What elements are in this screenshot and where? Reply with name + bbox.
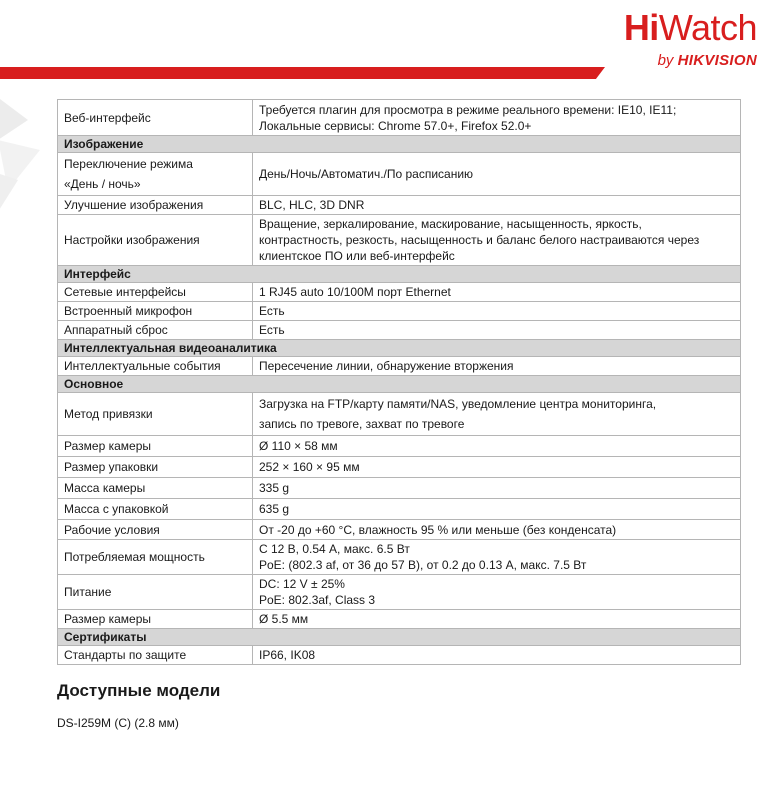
spec-value: 635 g: [253, 499, 741, 520]
brand-logo: [624, 8, 757, 70]
table-row: [58, 196, 741, 215]
spec-label: Масса с упаковкой: [58, 499, 253, 520]
spec-value: От -20 до +60 °C, влажность 95 % или меньше (без конденсата): [253, 520, 741, 540]
table-row: [58, 357, 741, 376]
table-row: [58, 153, 741, 196]
spec-label: Потребляемая мощность: [58, 540, 253, 575]
spec-label: Размер камеры: [58, 436, 253, 457]
table-row: [58, 436, 741, 457]
spec-value: Пересечение линии, обнаружение вторжения: [253, 357, 741, 376]
table-row: [58, 393, 741, 436]
spec-label: Размер камеры: [58, 610, 253, 629]
table-row: [58, 321, 741, 340]
table-row: [58, 575, 741, 610]
spec-value: 335 g: [253, 478, 741, 499]
spec-label: Масса камеры: [58, 478, 253, 499]
spec-value: Требуется плагин для просмотра в режиме реального времени: IE10, IE11; Локальные сервисы: Chrome 57.0+, Firefox 52.0+: [253, 100, 741, 136]
spec-label: Веб-интерфейс: [58, 100, 253, 136]
spec-label: Метод привязки: [58, 393, 253, 436]
spec-value: BLC, HLC, 3D DNR: [253, 196, 741, 215]
spec-value: DC: 12 V ± 25% PoE: 802.3af, Class 3: [253, 575, 741, 610]
available-models-heading: Доступные модели: [57, 681, 221, 700]
spec-label: Сетевые интерфейсы: [58, 283, 253, 302]
table-row: [58, 610, 741, 629]
spec-table: [57, 99, 741, 665]
spec-label: Размер упаковки: [58, 457, 253, 478]
section-header-analytics: Интеллектуальная видеоаналитика: [58, 340, 741, 357]
spec-value: 1 RJ45 auto 10/100M порт Ethernet: [253, 283, 741, 302]
spec-value: Вращение, зеркалирование, маскирование, насыщенность, яркость, контрастность, резкость, насыщенность и баланс белого настраиваются через клиентское ПО или веб-интерфейс: [253, 215, 741, 266]
section-header-basic: Основное: [58, 376, 741, 393]
spec-value: Загрузка на FTP/карту памяти/NAS, уведомление центра мониторинга, запись по тревоге, захват по тревоге: [253, 393, 741, 436]
section-header-image: Изображение: [58, 136, 741, 153]
table-row: [58, 540, 741, 575]
spec-value: Есть: [253, 321, 741, 340]
spec-label: Улучшение изображения: [58, 196, 253, 215]
table-row: [58, 302, 741, 321]
spec-label: Переключение режима «День / ночь»: [58, 153, 253, 196]
table-row: [58, 478, 741, 499]
spec-label: Настройки изображения: [58, 215, 253, 266]
available-model-item: DS-I259M (C) (2.8 мм): [57, 716, 179, 730]
spec-label: Аппаратный сброс: [58, 321, 253, 340]
spec-value: С 12 В, 0.54 А, макс. 6.5 Вт PoE: (802.3 af, от 36 до 57 В), от 0.2 до 0.13 А, макс. 7.5 Вт: [253, 540, 741, 575]
table-row: [58, 457, 741, 478]
spec-value: Ø 5.5 мм: [253, 610, 741, 629]
spec-value: Ø 110 × 58 мм: [253, 436, 741, 457]
hikvision-tagline: by HIKVISION: [657, 52, 757, 69]
hiwatch-logo: HiWatch: [623, 7, 757, 48]
spec-label: Встроенный микрофон: [58, 302, 253, 321]
table-row: [58, 283, 741, 302]
decorative-graphic: [0, 80, 44, 220]
spec-label: Рабочие условия: [58, 520, 253, 540]
spec-value: 252 × 160 × 95 мм: [253, 457, 741, 478]
table-row: [58, 499, 741, 520]
table-row: [58, 520, 741, 540]
spec-label: Питание: [58, 575, 253, 610]
table-row: [58, 215, 741, 266]
spec-value: День/Ночь/Автоматич./По расписанию: [253, 153, 741, 196]
spec-value: Есть: [253, 302, 741, 321]
section-header-certificates: Сертификаты: [58, 629, 741, 646]
spec-label: Интеллектуальные события: [58, 357, 253, 376]
section-header-interface: Интерфейс: [58, 266, 741, 283]
spec-label: Стандарты по защите: [58, 646, 253, 665]
table-row: [58, 646, 741, 665]
table-row: [58, 100, 741, 136]
header-red-bar: [0, 67, 605, 79]
spec-value: IP66, IK08: [253, 646, 741, 665]
